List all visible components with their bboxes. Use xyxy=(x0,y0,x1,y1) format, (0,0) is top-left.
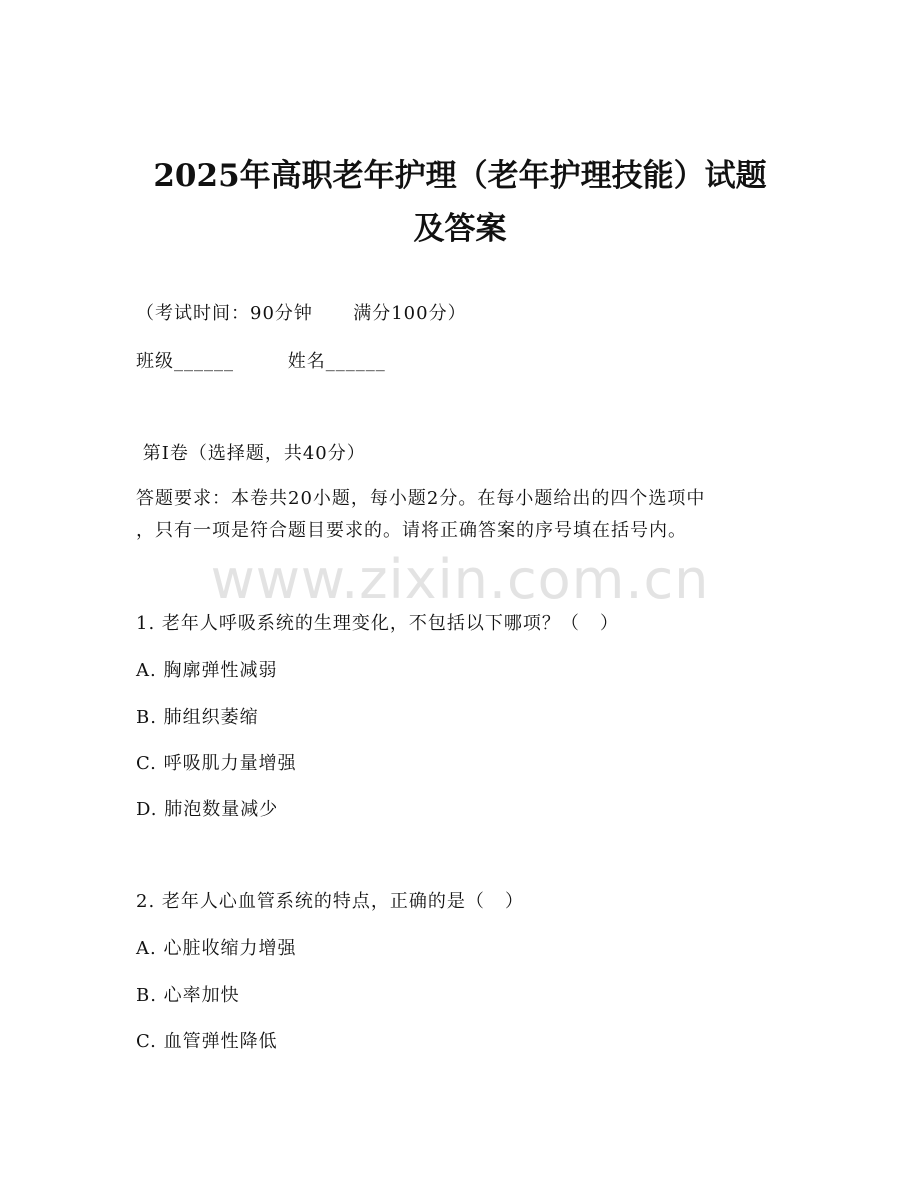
instructions-line-2: ，只有一项是符合题目要求的。请将正确答案的序号填在括号内。 xyxy=(136,520,687,541)
class-name-line: 班级______ 姓名______ xyxy=(136,351,386,372)
question-option: B. 肺组织萎缩 xyxy=(136,707,259,728)
question-option: C. 血管弹性降低 xyxy=(136,1031,278,1052)
watermark: www.zixin.com.cn xyxy=(210,548,710,611)
question-stem: 2. 老年人心血管系统的特点，正确的是（ ） xyxy=(136,891,525,912)
question-option: A. 胸廓弹性减弱 xyxy=(136,660,278,681)
question-option: A. 心脏收缩力增强 xyxy=(136,938,297,959)
question-stem: 1. 老年人呼吸系统的生理变化，不包括以下哪项？（ ） xyxy=(136,613,620,634)
document-title-line-1: 2025年高职老年护理（老年护理技能）试题 xyxy=(153,158,767,194)
question-option: D. 肺泡数量减少 xyxy=(136,799,279,820)
document-title-line-2: 及答案 xyxy=(413,211,507,247)
question-option: C. 呼吸肌力量增强 xyxy=(136,753,297,774)
question-option: B. 心率加快 xyxy=(136,985,240,1006)
instructions-line-1: 答题要求：本卷共20小题，每小题2分。在每小题给出的四个选项中 xyxy=(136,488,706,509)
exam-info: （考试时间：90分钟 满分100分） xyxy=(136,303,467,324)
section-heading: 第I卷（选择题，共40分） xyxy=(136,443,366,464)
